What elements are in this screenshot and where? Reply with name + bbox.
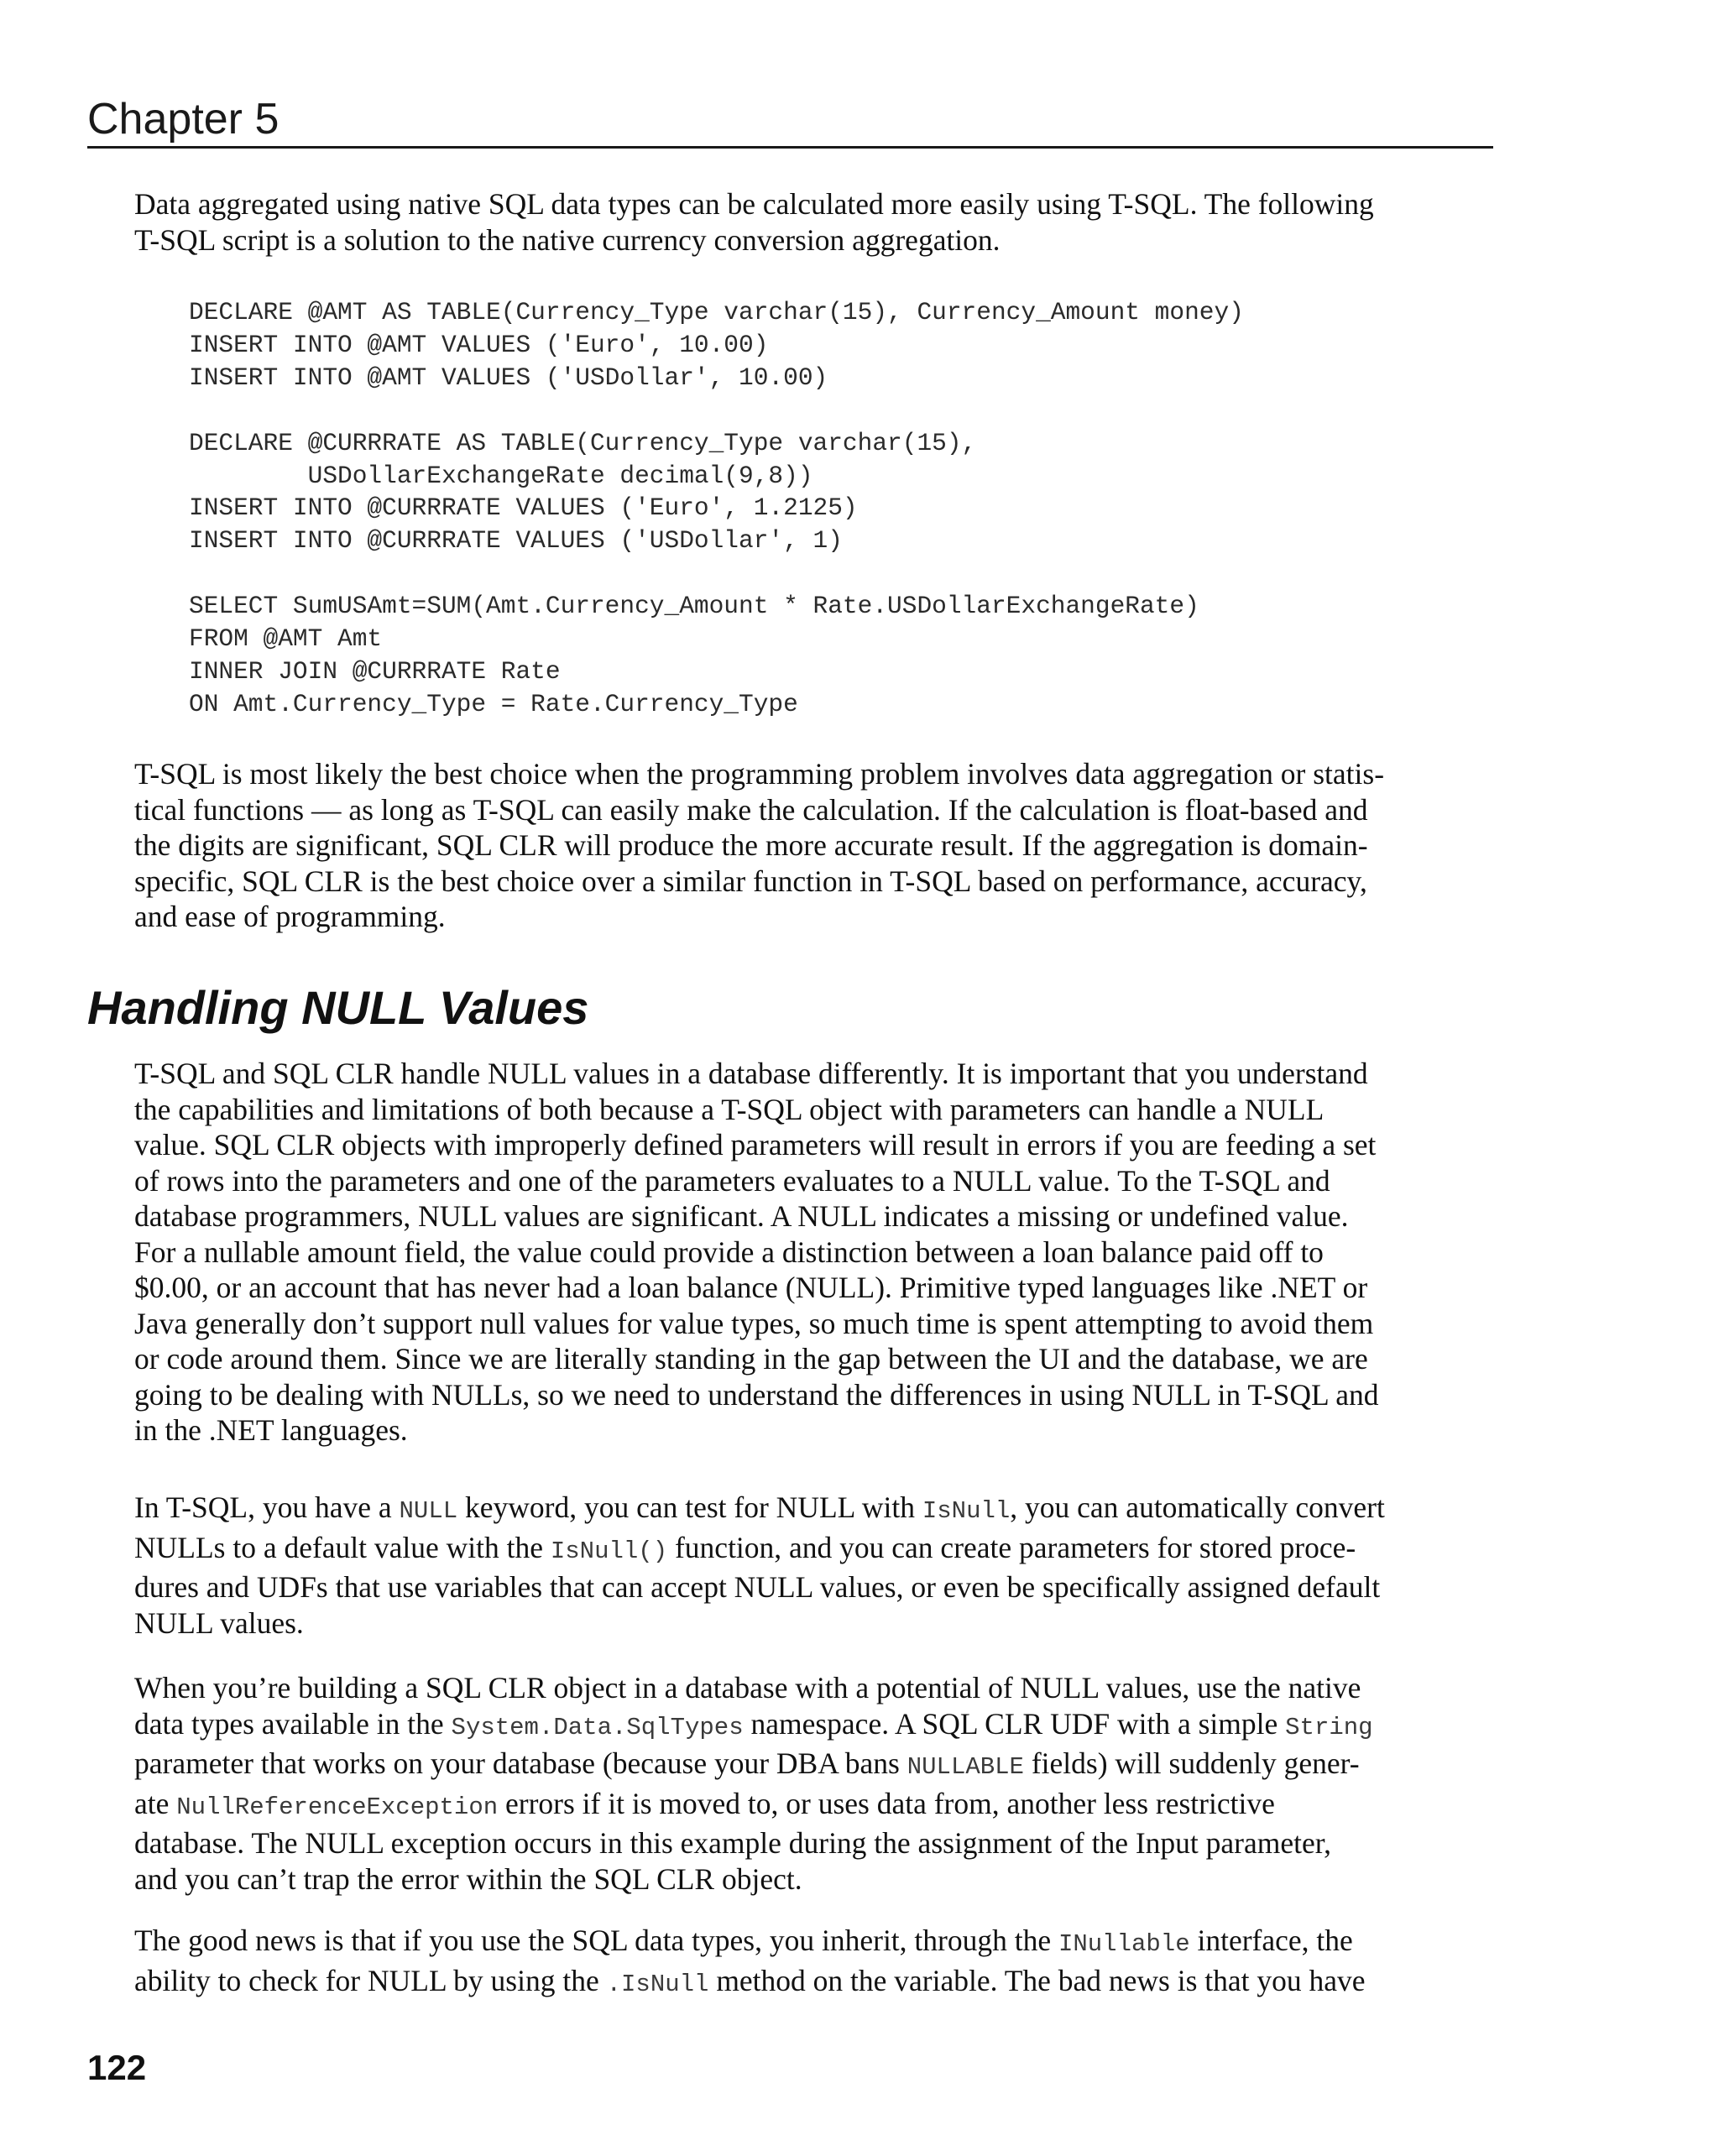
code-line: SELECT SumUSAmt=SUM(Amt.Currency_Amount * Rate.USDollarExchangeRate) (189, 592, 1199, 621)
text-line: dures and UDFs that use variables that can accept NULL values, or even be specifically assigned default (134, 1570, 1381, 1604)
text-line (134, 1706, 1494, 1746)
code-line: USDollarExchangeRate decimal(9,8)) (189, 461, 813, 490)
text-run: method on the variable. The bad news is that you have (708, 1963, 1366, 1997)
text-line: in the .NET languages. (134, 1413, 408, 1447)
text-run: In T-SQL, you have a (134, 1490, 400, 1524)
page-number: 122 (87, 2048, 147, 2087)
text-run: The good news is that if you use the SQL data types, you inherit, through the (134, 1924, 1058, 1957)
null-paragraph-1 (134, 1056, 1494, 1449)
text-line: NULL values. (134, 1605, 304, 1640)
code-line: INSERT INTO @AMT VALUES ('Euro', 10.00) (189, 330, 769, 359)
inline-code: .IsNull (606, 1970, 709, 1998)
text-line: T-SQL script is a solution to the native currency conversion aggregation. (134, 222, 1001, 257)
inline-code: NULLABLE (907, 1753, 1024, 1781)
text-run: interface, the (1189, 1924, 1353, 1957)
text-line (134, 1923, 1494, 1963)
text-line (134, 1490, 1494, 1530)
text-line: going to be dealing with NULLs, so we need to understand the differences in using NULL in T-SQL and (134, 1377, 1379, 1412)
code-line: INSERT INTO @CURRRATE VALUES ('USDollar', 1) (189, 526, 843, 556)
text-line: Data aggregated using native SQL data types can be calculated more easily using T-SQL. The following (134, 187, 1374, 221)
text-line: For a nullable amount field, the value could provide a distinction between a loan balance paid off to (134, 1235, 1324, 1269)
text-line (134, 1786, 1494, 1826)
code-line: DECLARE @AMT AS TABLE(Currency_Type varchar(15), Currency_Amount money) (189, 298, 1244, 326)
text-line: of rows into the parameters and one of the parameters evaluates to a NULL value. To the T-SQL and (134, 1163, 1330, 1198)
text-line: T-SQL is most likely the best choice when the programming problem involves data aggregation or statis- (134, 757, 1385, 791)
text-line: $0.00, or an account that has never had a loan balance (NULL). Primitive typed languages like .NET or (134, 1271, 1368, 1304)
text-line: Java generally don’t support null values for value types, so much time is spent attempting to avoid them (134, 1306, 1374, 1340)
code-line (189, 557, 1244, 590)
chapter-title: Chapter 5 (87, 95, 280, 144)
code-block (189, 296, 1244, 721)
text-line (134, 1963, 1494, 2003)
code-line: INSERT INTO @CURRRATE VALUES ('Euro', 1.2125) (189, 493, 858, 523)
text-line: When you’re building a SQL CLR object in a database with a potential of NULL values, use the native (134, 1671, 1361, 1704)
text-run: parameter that works on your database (because your DBA bans (134, 1746, 907, 1780)
text-line (134, 1530, 1494, 1570)
text-line: and you can’t trap the error within the SQL CLR object. (134, 1861, 802, 1896)
inline-code: INullable (1058, 1930, 1190, 1958)
text-line: the capabilities and limitations of both because a T-SQL object with parameters can handle a NULL (134, 1092, 1325, 1126)
tsql-choice-paragraph (134, 756, 1494, 935)
code-line: FROM @AMT Amt (189, 624, 383, 654)
text-line: or code around them. Since we are literally standing in the gap between the UI and the database, we are (134, 1342, 1368, 1376)
text-line: T-SQL and SQL CLR handle NULL values in a database differently. It is important that you understand (134, 1057, 1368, 1090)
code-line: ON Amt.Currency_Type = Rate.Currency_Type (189, 689, 798, 718)
null-paragraph-4 (134, 1923, 1494, 2002)
text-line: database programmers, NULL values are significant. A NULL indicates a missing or undefined value. (134, 1199, 1349, 1233)
code-line (189, 394, 1244, 427)
text-line: the digits are significant, SQL CLR will produce the more accurate result. If the aggregation is domain- (134, 828, 1368, 862)
inline-code: System.Data.SqlTypes (451, 1713, 744, 1741)
inline-code: IsNull (922, 1497, 1011, 1525)
text-line: value. SQL CLR objects with improperly defined parameters will result in errors if you are feeding a set (134, 1128, 1377, 1162)
code-line: DECLARE @CURRRATE AS TABLE(Currency_Type varchar(15), (189, 428, 977, 457)
section-heading: Handling NULL Values (87, 981, 589, 1034)
inline-code: String (1285, 1713, 1373, 1741)
text-line: database. The NULL exception occurs in this example during the assignment of the Input parameter, (134, 1826, 1332, 1860)
text-run: ability to check for NULL by using the (134, 1963, 607, 1997)
null-paragraph-3 (134, 1670, 1494, 1897)
intro-paragraph (134, 186, 1494, 258)
text-run: data types available in the (134, 1706, 452, 1741)
text-line: and ease of programming. (134, 900, 446, 933)
text-run: , you can automatically convert (1010, 1490, 1385, 1524)
text-run: fields) will suddenly gener- (1023, 1746, 1360, 1780)
text-run: ate (134, 1786, 177, 1820)
text-line (134, 1746, 1494, 1786)
text-line: specific, SQL CLR is the best choice over a similar function in T-SQL based on performance, accuracy, (134, 864, 1367, 898)
inline-code: IsNull() (550, 1537, 668, 1565)
code-line: INNER JOIN @CURRRATE Rate (189, 656, 561, 686)
inline-code: NULL (399, 1497, 458, 1525)
text-run: keyword, you can test for NULL with (457, 1490, 922, 1524)
null-paragraph-2 (134, 1490, 1494, 1641)
text-run: namespace. A SQL CLR UDF with a simple (743, 1706, 1286, 1741)
text-run: function, and you can create parameters for stored proce- (667, 1530, 1356, 1564)
text-run: NULLs to a default value with the (134, 1530, 551, 1564)
text-line: tical functions — as long as T-SQL can easily make the calculation. If the calculation is float-based and (134, 792, 1368, 827)
inline-code: NullReferenceException (176, 1793, 499, 1821)
text-run: errors if it is moved to, or uses data from, another less restrictive (498, 1786, 1275, 1820)
code-line: INSERT INTO @AMT VALUES ('USDollar', 10.00) (189, 363, 828, 392)
chapter-header (87, 87, 1493, 149)
